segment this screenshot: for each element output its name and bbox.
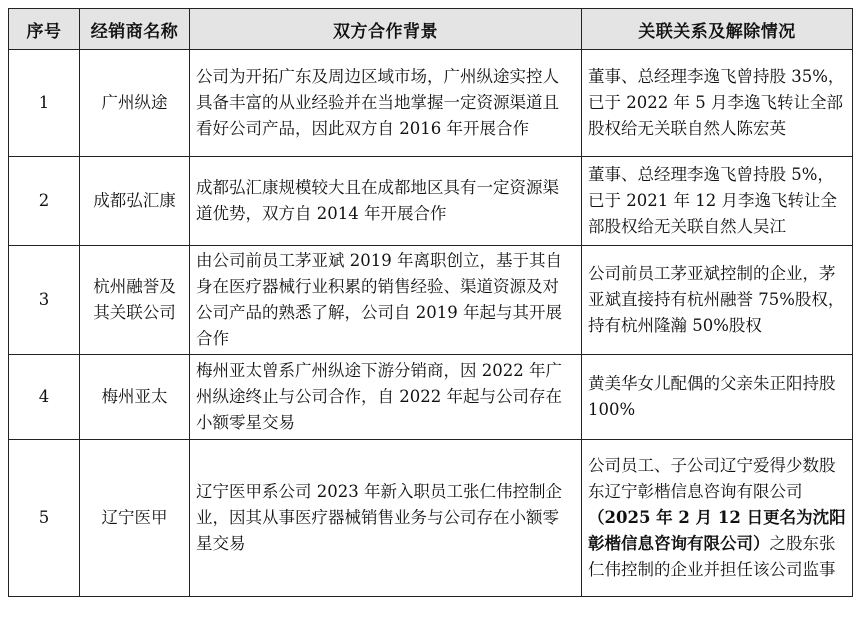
row-relationship-status: 黄美华女儿配偶的父亲朱正阳持股 100% — [582, 355, 853, 440]
table-header-row — [9, 9, 853, 50]
row-cooperation-background: 由公司前员工茅亚斌 2019 年离职创立，基于其自身在医疗器械行业积累的销售经验、渠道资源及对公司产品的熟悉了解，公司自 2019 年起与其开展合作 — [190, 246, 582, 355]
row-cooperation-background: 辽宁医甲系公司 2023 年新入职员工张仁伟控制企业，因其从事医疗器械销售业务与公司存在小额零星交易 — [190, 440, 582, 597]
table-row — [9, 157, 853, 246]
row-relationship-status: 董事、总经理李逸飞曾持股 5%，已于 2021 年 12 月李逸飞转让全部股权给无关联自然人吴江 — [582, 157, 853, 246]
distributor-table — [8, 8, 853, 597]
relation-text-prefix: 公司员工、子公司辽宁爱得少数股东辽宁彰楷信息咨询有限公司 — [588, 456, 836, 501]
relation-text-suffix: 之股东张仁伟控制的企业并担任该公司监事 — [588, 534, 836, 579]
row-relationship-status — [582, 440, 853, 597]
table-row — [9, 440, 853, 597]
row-cooperation-background: 公司为开拓广东及周边区域市场，广州纵途实控人具备丰富的从业经验并在当地掌握一定资源渠道且看好公司产品，因此双方自 2016 年开展合作 — [190, 50, 582, 157]
row-distributor-name: 梅州亚太 — [80, 355, 190, 440]
table-row — [9, 246, 853, 355]
header-cooperation-background: 双方合作背景 — [190, 9, 582, 50]
row-relationship-status: 公司前员工茅亚斌控制的企业，茅亚斌直接持有杭州融誉 75%股权，持有杭州隆瀚 50%股权 — [582, 246, 853, 355]
row-serial-number: 5 — [9, 440, 80, 597]
table-container — [8, 8, 852, 597]
row-serial-number: 4 — [9, 355, 80, 440]
row-cooperation-background: 梅州亚太曾系广州纵途下游分销商，因 2022 年广州纵途终止与公司合作，自 2022 年起与公司存在小额零星交易 — [190, 355, 582, 440]
table-row — [9, 355, 853, 440]
row-relationship-status: 董事、总经理李逸飞曾持股 35%，已于 2022 年 5 月李逸飞转让全部股权给无关联自然人陈宏英 — [582, 50, 853, 157]
table-row — [9, 50, 853, 157]
row-serial-number: 1 — [9, 50, 80, 157]
row-serial-number: 3 — [9, 246, 80, 355]
row-distributor-name: 杭州融誉及其关联公司 — [80, 246, 190, 355]
header-relationship-status: 关联关系及解除情况 — [582, 9, 853, 50]
row-cooperation-background: 成都弘汇康规模较大且在成都地区具有一定资源渠道优势，双方自 2014 年开展合作 — [190, 157, 582, 246]
header-serial-number: 序号 — [9, 9, 80, 50]
row-distributor-name: 成都弘汇康 — [80, 157, 190, 246]
row-serial-number: 2 — [9, 157, 80, 246]
relation-rename-note: （2025 年 2 月 12 日更名为沈阳彰楷信息咨询有限公司） — [588, 508, 846, 553]
row-distributor-name: 辽宁医甲 — [80, 440, 190, 597]
row-distributor-name: 广州纵途 — [80, 50, 190, 157]
header-distributor-name: 经销商名称 — [80, 9, 190, 50]
